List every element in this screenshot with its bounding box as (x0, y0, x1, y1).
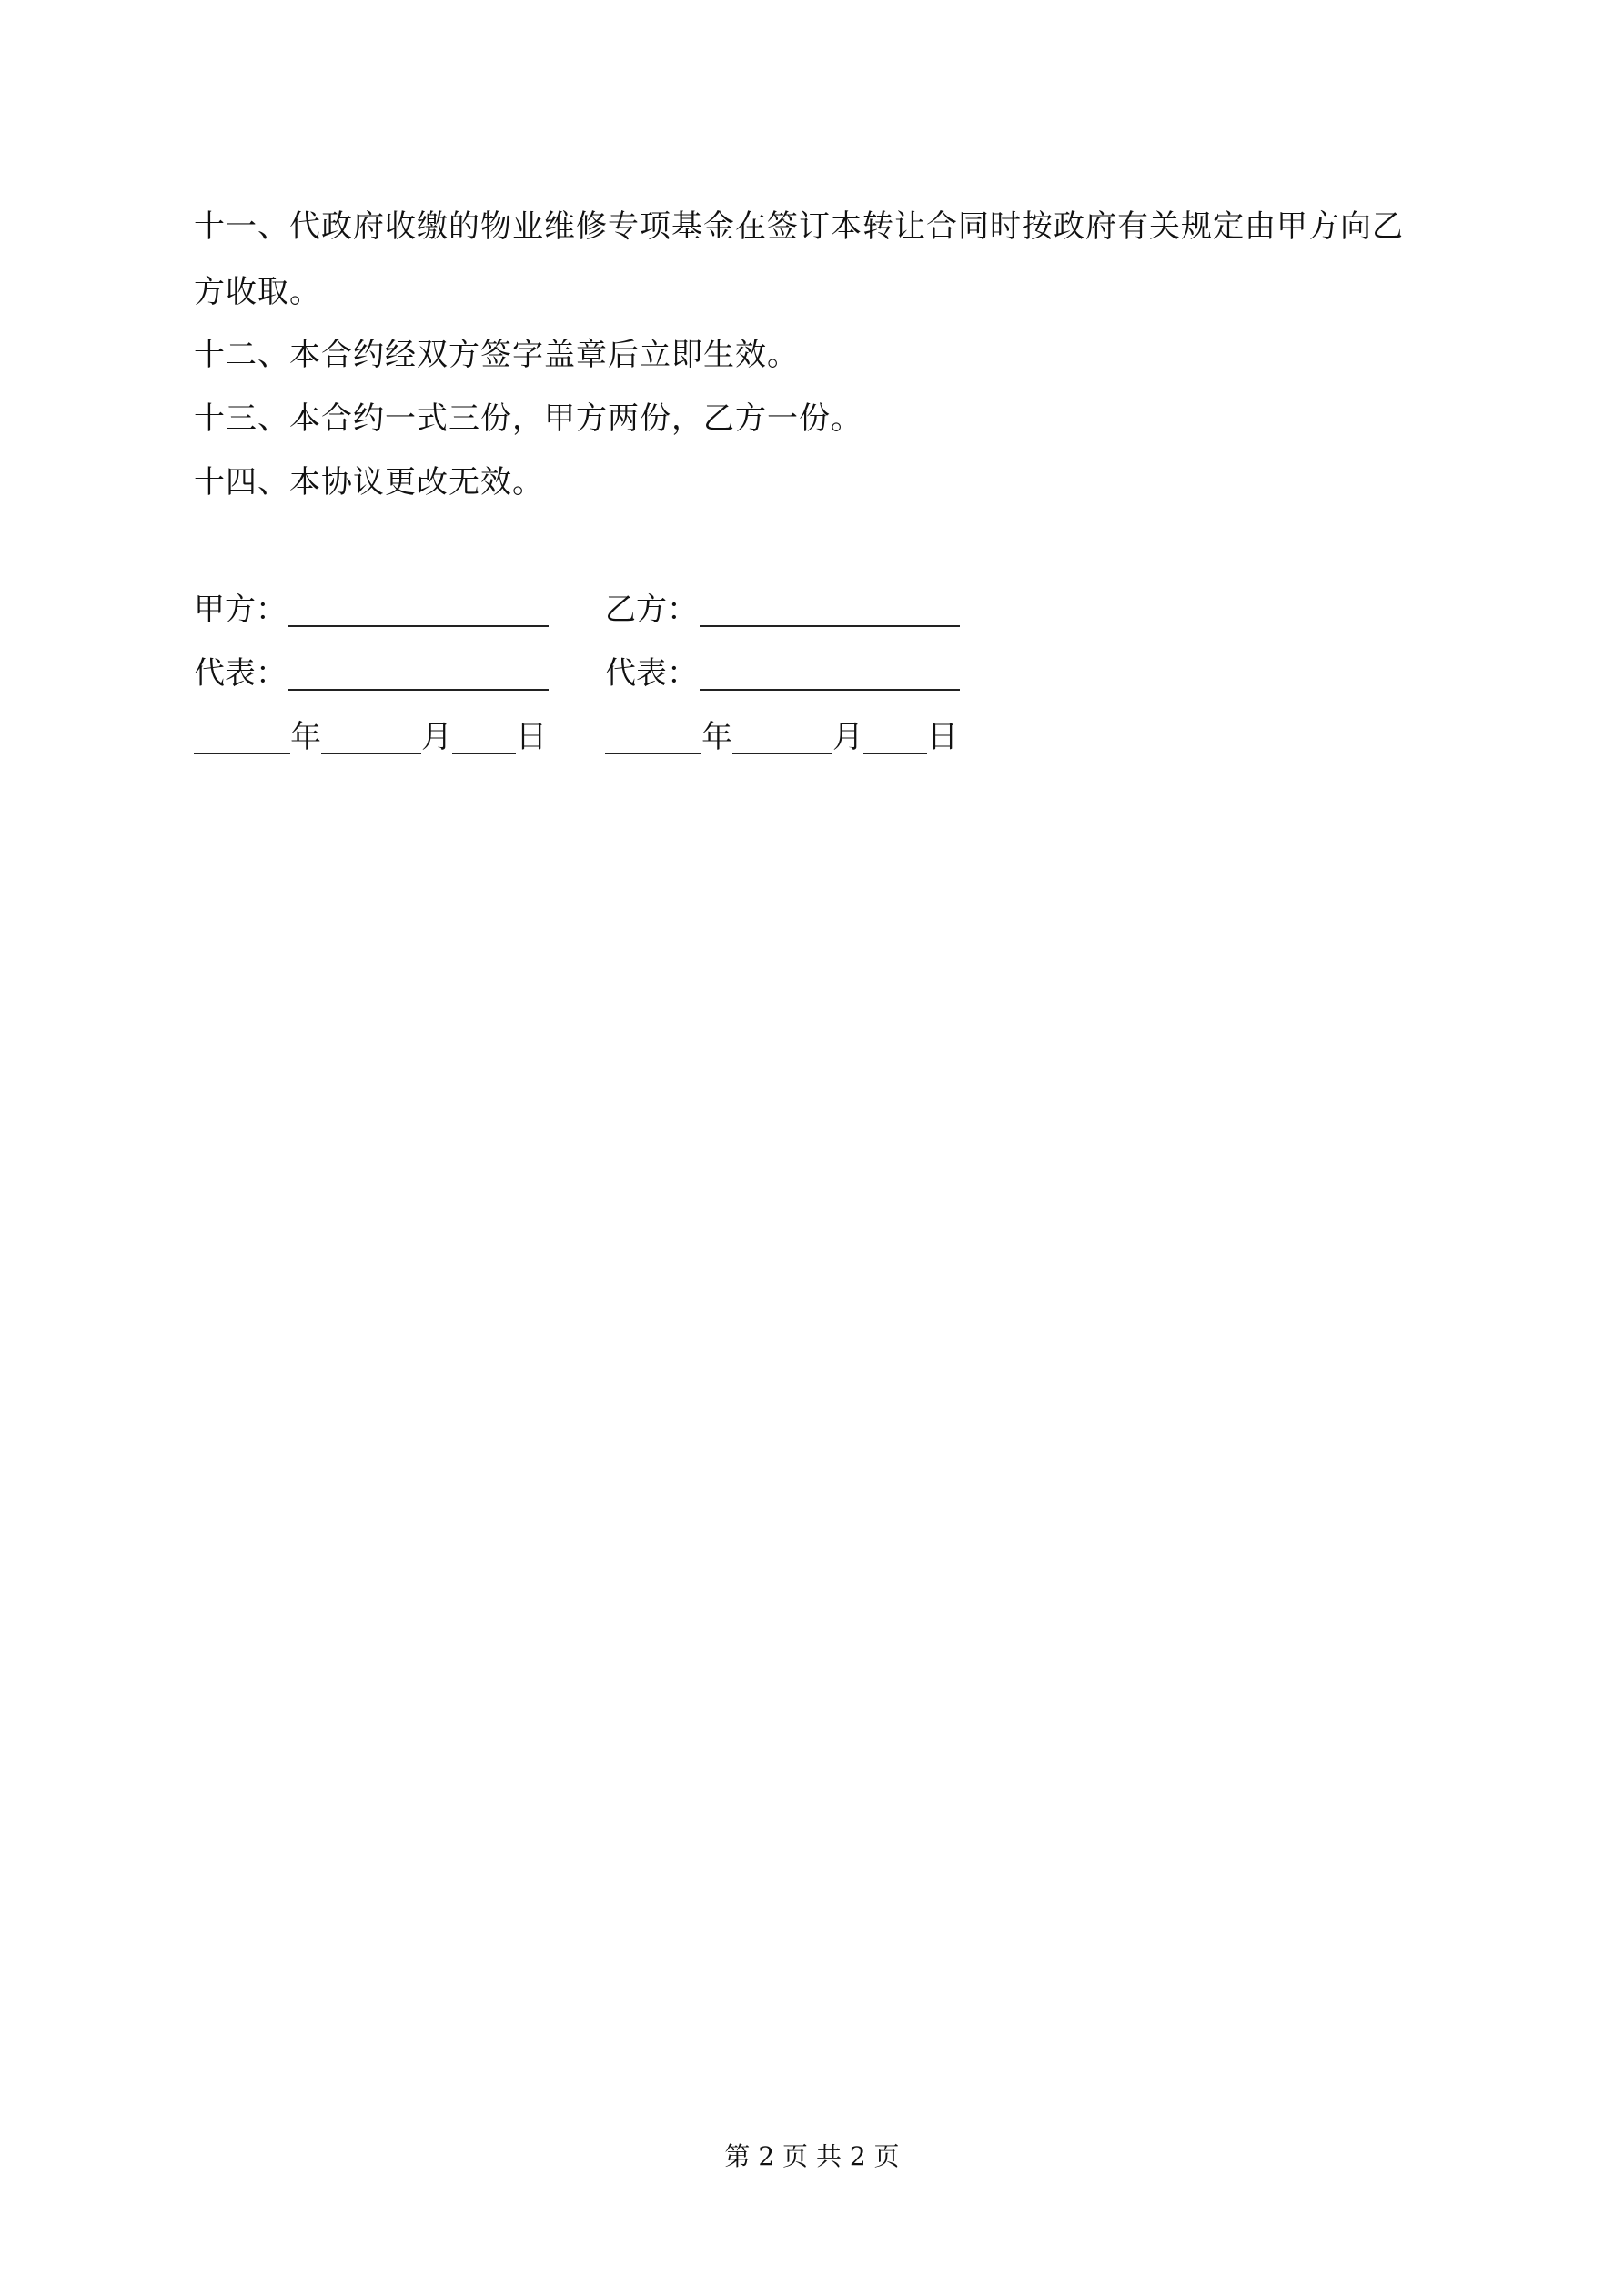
rep-b-blank (700, 658, 960, 691)
month-b-label: 月 (832, 719, 863, 755)
party-a-blank (288, 594, 549, 627)
rep-a-signature (194, 651, 549, 696)
rep-b-label: 代表： (605, 655, 698, 692)
clause-11-line-2: 方收取。 (194, 274, 321, 310)
clause-14: 十四、本协议更改无效。 (194, 464, 544, 501)
clause-12: 十二、本合约经双方签字盖章后立即生效。 (194, 337, 799, 373)
date-b (605, 714, 958, 760)
clause-13: 十三、本合约一式三份，甲方两份，乙方一份。 (194, 400, 862, 437)
year-b-blank (605, 722, 701, 754)
signature-party-row (194, 587, 1104, 632)
rep-a-label: 代表： (194, 655, 287, 692)
signature-rep-row (194, 651, 1104, 696)
party-b-signature (605, 587, 960, 632)
day-b-blank (863, 722, 927, 754)
page-number: 第 2 页 共 2 页 (724, 2141, 900, 2171)
year-a-blank (194, 722, 290, 754)
year-a-label: 年 (290, 719, 321, 755)
day-a-label: 日 (516, 719, 547, 755)
day-b-label: 日 (927, 719, 958, 755)
party-a-signature (194, 587, 549, 632)
year-b-label: 年 (701, 719, 732, 755)
month-a-label: 月 (421, 719, 452, 755)
month-a-blank (321, 722, 421, 754)
party-a-label: 甲方： (194, 592, 287, 628)
day-a-blank (452, 722, 516, 754)
rep-b-signature (605, 651, 960, 696)
month-b-blank (732, 722, 832, 754)
clause-11-line-1: 十一、代政府收缴的物业维修专项基金在签订本转让合同时按政府有关规定由甲方向乙 (194, 208, 1404, 245)
date-a (194, 714, 547, 760)
party-b-blank (700, 594, 960, 627)
party-b-label: 乙方： (605, 592, 698, 628)
rep-a-blank (288, 658, 549, 691)
signature-date-row (194, 714, 1104, 760)
